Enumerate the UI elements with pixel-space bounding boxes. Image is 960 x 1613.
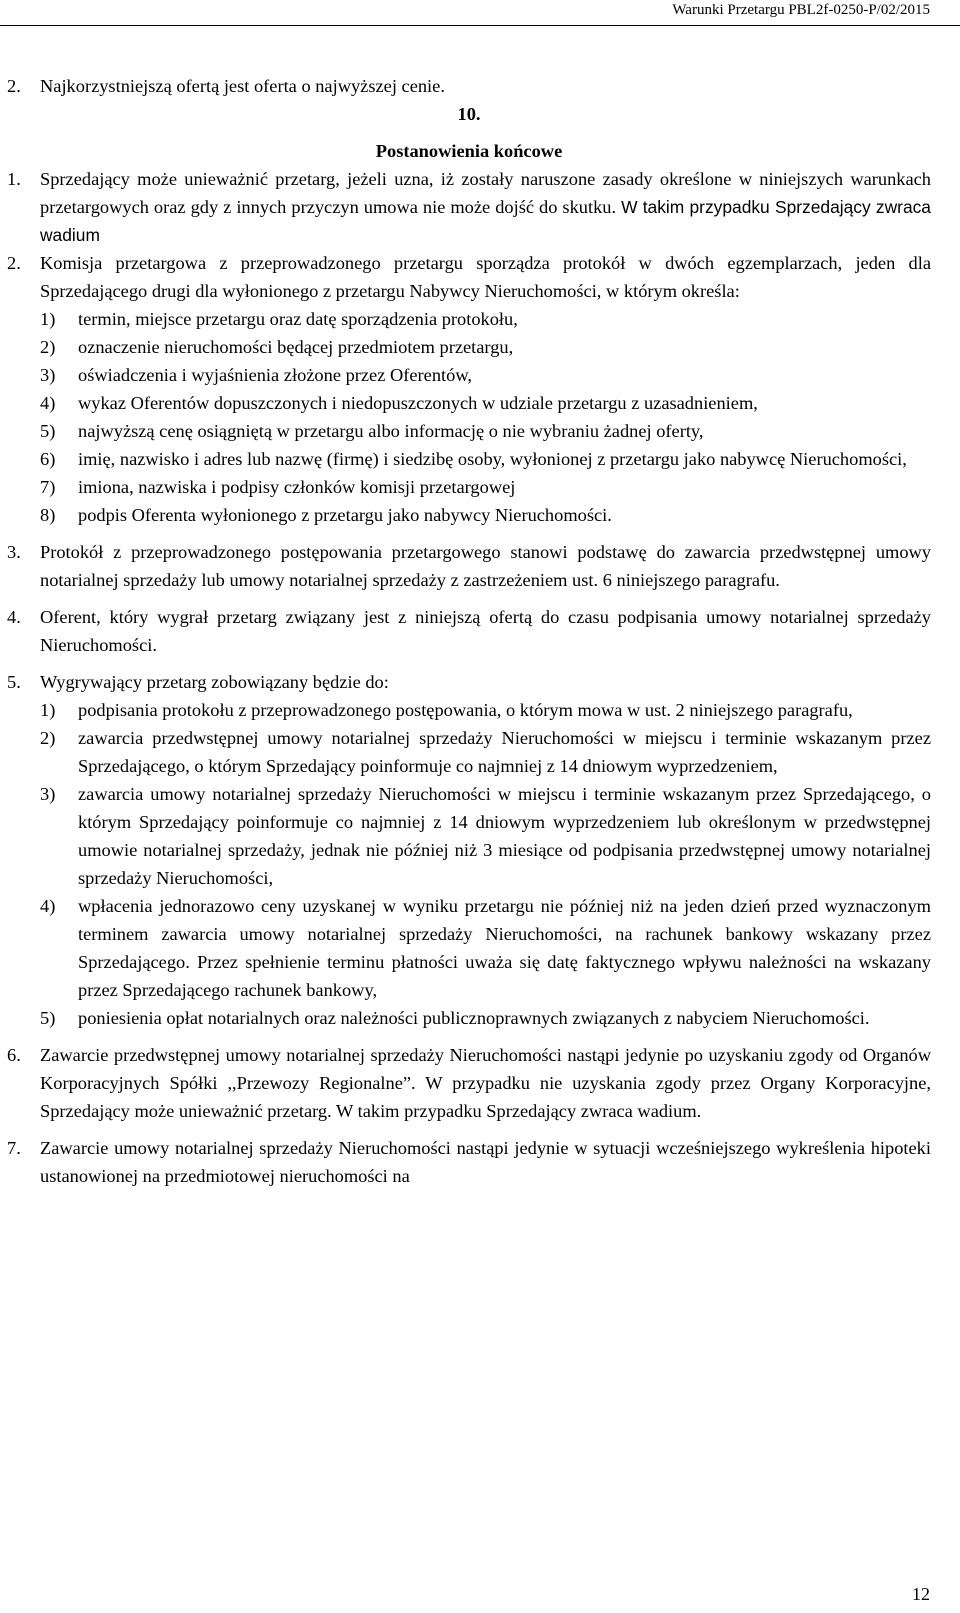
list-item-number: 2): [40, 337, 56, 357]
header-rule: [0, 25, 960, 26]
list-item: [7, 892, 931, 1004]
list-item: [7, 305, 931, 333]
document-body: [7, 72, 931, 1190]
final-point-4: 4. Oferent, który wygrał przetarg związany jest z niniejszą ofertą do czasu podpisania umowy notarialnej sprzedaży Nieruchomości.: [7, 607, 931, 655]
list-item: [7, 389, 931, 417]
list-item-number: 4): [40, 393, 56, 413]
list-item-text: podpisania protokołu z przeprowadzonego postępowania, o którym mowa w ust. 2 niniejszego paragrafu,: [78, 700, 853, 720]
list-item-text: imiona, nazwiska i podpisy członków komisji przetargowej: [78, 477, 516, 497]
list-item-number: 3): [40, 365, 56, 385]
list-item-number: 5): [40, 421, 56, 441]
final-point-1: 1. Sprzedający może unieważnić przetarg, jeżeli uzna, iż zostały naruszone zasady określone w niniejszych warunkach przetargowych oraz gdy z innych przyczyn umowa nie może dojść do skutku. W takim przypadku Sprzedający zwraca wadium: [7, 169, 931, 245]
list-item-number: 3): [40, 784, 56, 804]
list-item-text: podpis Oferenta wyłonionego z przetargu jako nabywcy Nieruchomości.: [78, 505, 612, 525]
final-point-7: 7. Zawarcie umowy notarialnej sprzedaży Nieruchomości nastąpi jedynie w sytuacji wcześniejszego wykreślenia hipoteki ustanowionej na przedmiotowej nieruchomości na: [7, 1138, 931, 1186]
point-5-list: [7, 696, 931, 1032]
list-item-number: 5): [40, 1008, 56, 1028]
list-item-number: 7): [40, 477, 56, 497]
list-item-number: 4): [40, 896, 56, 916]
list-item-text: wykaz Oferentów dopuszczonych i niedopuszczonych w udziale przetargu z uzasadnieniem,: [78, 393, 758, 413]
list-item: [7, 696, 931, 724]
list-item: [7, 501, 931, 529]
list-item: [7, 417, 931, 445]
list-item-number: 8): [40, 505, 56, 525]
list-item-text: wpłacenia jednorazowo ceny uzyskanej w wyniku przetargu nie później niż na jeden dzień przed wyznaczonym terminem zawarcia umowy notarialnej sprzedaży Nieruchomości, na rachunek bankowy wskazany przez Sprzedającego. Przez spełnienie terminu płatności uważa się datę faktycznego wpływu należności na wskazany przez Sprzedającego rachunek bankowy,: [78, 896, 931, 1000]
list-item-text: termin, miejsce przetargu oraz datę sporządzenia protokołu,: [78, 309, 518, 329]
list-item: [7, 333, 931, 361]
document-header: Warunki Przetargu PBL2f-0250-P/02/2015: [672, 2, 930, 18]
list-item-number: 6): [40, 449, 56, 469]
list-item-text: zawarcia umowy notarialnej sprzedaży Nieruchomości w miejscu i terminie wskazanym przez Sprzedającego, o którym Sprzedający poinformuje co najmniej z 14 dniowym wyprzedzeniem lub określonym w przedwstępnej umowie notarialnej sprzedaży, jednak nie później niż 3 miesiące od podpisania przedwstępnej umowy notarialnej sprzedaży Nieruchomości,: [78, 784, 931, 888]
list-item-number: 2): [40, 728, 56, 748]
list-item-text: zawarcia przedwstępnej umowy notarialnej sprzedaży Nieruchomości w miejscu i terminie wskazanym przez Sprzedającego, o którym Sprzedający poinformuje co najmniej z 14 dniowym wyprzedzeniem,: [78, 728, 931, 776]
list-item: [7, 445, 931, 473]
list-item-text: imię, nazwisko i adres lub nazwę (firmę) i siedzibę osoby, wyłonionej z przetargu jako nabywcę Nieruchomości,: [78, 449, 907, 469]
final-point-2: 2. Komisja przetargowa z przeprowadzonego przetargu sporządza protokół w dwóch egzemplarzach, jeden dla Sprzedającego drugi dla wyłonionego z przetargu Nabywcy Nieruchomości, w którym określa:: [7, 253, 931, 301]
list-item: [7, 361, 931, 389]
list-item-text: oznaczenie nieruchomości będącej przedmiotem przetargu,: [78, 337, 514, 357]
section-title: Postanowienia końcowe: [375, 141, 563, 161]
list-item: [7, 724, 931, 780]
page-number: 12: [912, 1584, 930, 1604]
list-item: [7, 473, 931, 501]
point-2-list: [7, 305, 931, 529]
list-item-text: oświadczenia i wyjaśnienia złożone przez Oferentów,: [78, 365, 473, 385]
final-point-3: 3. Protokół z przeprowadzonego postępowania przetargowego stanowi podstawę do zawarcia przedwstępnej umowy notarialnej sprzedaży lub umowy notarialnej sprzedaży z zastrzeżeniem ust. 6 niniejszego paragrafu.: [7, 542, 931, 590]
list-item-text: najwyższą cenę osiągniętą w przetargu albo informację o nie wybraniu żadnej oferty,: [78, 421, 704, 441]
section-number: 10.: [457, 104, 481, 124]
list-item-number: 1): [40, 700, 56, 720]
list-item: [7, 780, 931, 892]
point-2-best-offer: 2. Najkorzystniejszą ofertą jest oferta o najwyższej cenie.: [7, 76, 445, 96]
list-item: [7, 1004, 931, 1032]
list-item-number: 1): [40, 309, 56, 329]
final-point-6: 6. Zawarcie przedwstępnej umowy notarialnej sprzedaży Nieruchomości nastąpi jedynie po uzyskaniu zgody od Organów Korporacyjnych Spółki ,,Przewozy Regionalne”. W przypadku nie uzyskania zgody przez Organy Korporacyjne, Sprzedający może unieważnić przetarg. W takim przypadku Sprzedający zwraca wadium.: [7, 1045, 931, 1121]
final-point-5: 5. Wygrywający przetarg zobowiązany będzie do:: [7, 672, 389, 692]
list-item-text: poniesienia opłat notarialnych oraz należności publicznoprawnych związanych z nabyciem Nieruchomości.: [78, 1008, 870, 1028]
